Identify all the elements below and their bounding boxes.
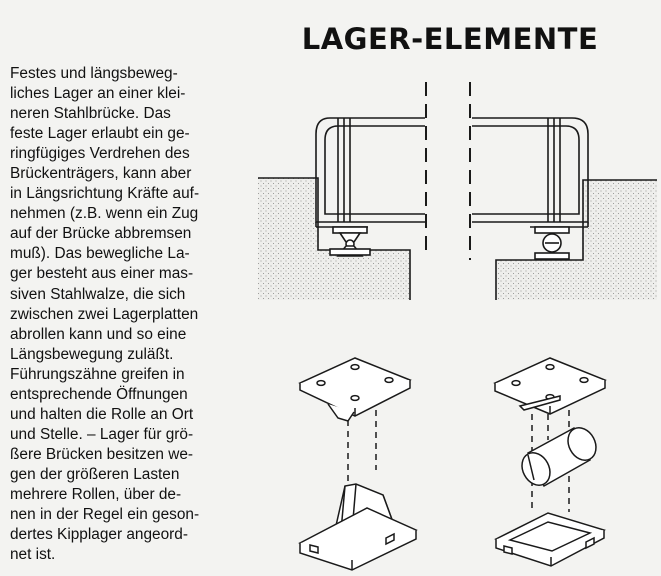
right-girder	[472, 118, 588, 227]
bridge-section-diagram	[258, 82, 657, 300]
text-line: entsprechende Öffnungen	[10, 385, 188, 403]
text-line: net ist.	[10, 546, 56, 564]
right-abutment	[496, 180, 657, 300]
text-line: und Stelle. – Lager für grö-	[10, 425, 194, 443]
left-abutment	[258, 178, 410, 300]
text-line: dertes Kipplager angeord-	[10, 526, 188, 544]
left-girder	[316, 118, 425, 227]
text-line: auf der Brücke abbremsen	[10, 225, 192, 243]
text-line: Längsbewegung zuläßt.	[10, 345, 174, 363]
text-line: nehmen (z.B. wenn ein Zug	[10, 205, 199, 223]
text-line: abrollen kann und so eine	[10, 325, 187, 343]
page-title: LAGER-ELEMENTE	[301, 22, 599, 56]
text-line: Führungszähne greifen in	[10, 365, 185, 383]
text-line: mehrere Rollen, über de-	[10, 485, 182, 503]
text-line: siven Stahlwalze, die sich	[10, 285, 186, 303]
fixed-bearing-exploded	[300, 358, 416, 570]
roller-bearing	[535, 227, 569, 259]
text-line: feste Lager erlaubt ein ge-	[10, 125, 190, 143]
text-line: zwischen zwei Lagerplatten	[10, 305, 199, 323]
text-line: neren Stahlbrücke. Das	[10, 105, 171, 123]
text-line: gen der größeren Lasten	[10, 465, 180, 483]
text-line: ringfügiges Verdrehen des	[10, 145, 190, 163]
text-line: ßere Brücken besitzen we-	[10, 445, 194, 463]
roller-bearing-exploded	[495, 358, 605, 566]
text-line: in Längsrichtung Kräfte auf-	[10, 185, 200, 203]
text-line: ger besteht aus einer mas-	[10, 265, 194, 283]
text-line: liches Lager an einer klei-	[10, 85, 186, 103]
text-line: nen in der Regel ein geson-	[10, 506, 200, 524]
fixed-bearing	[330, 227, 370, 256]
text-line: und halten die Rolle an Ort	[10, 405, 194, 423]
text-line: Brückenträgers, kann aber	[10, 165, 192, 183]
text-line: muß). Das bewegliche La-	[10, 245, 190, 263]
text-line: Festes und längsbeweg-	[10, 65, 178, 82]
